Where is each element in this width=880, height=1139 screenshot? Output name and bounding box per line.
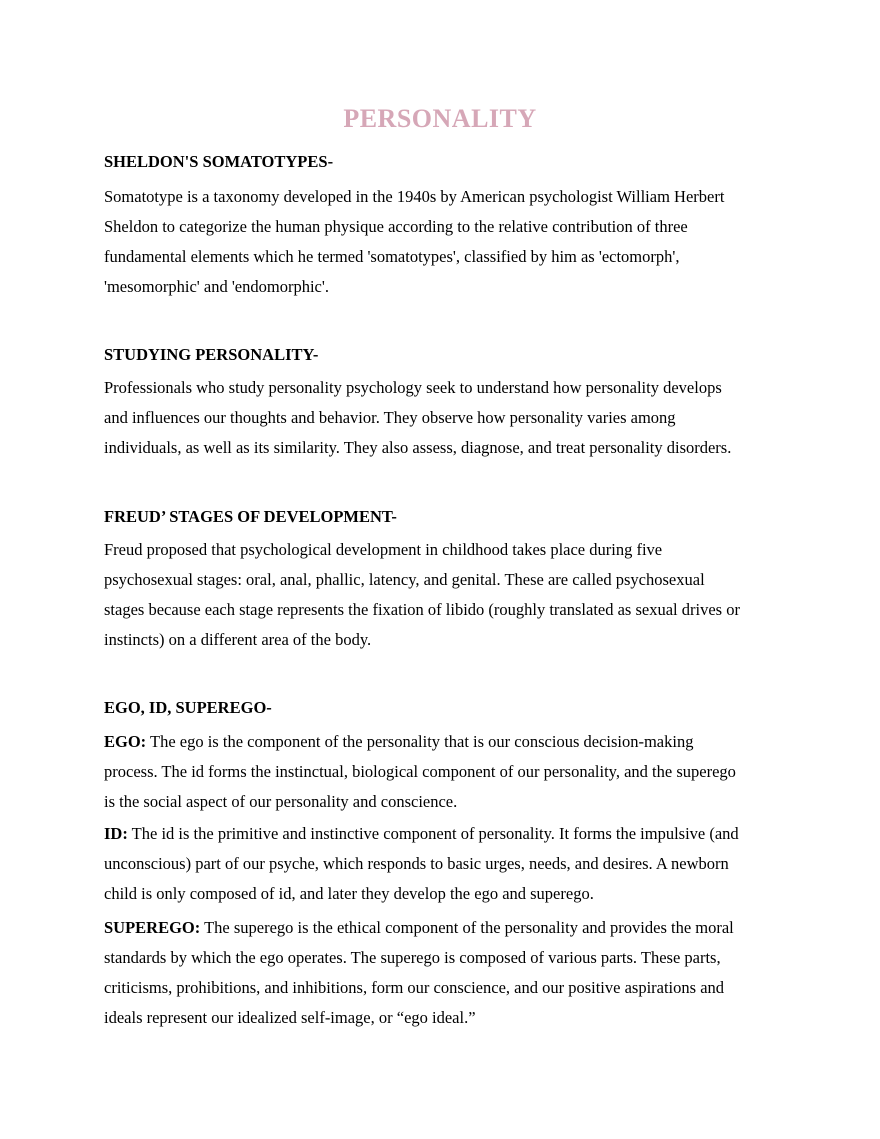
ego-paragraph — [104, 727, 804, 817]
paragraph-line: Professionals who study personality psychology seek to understand how personality develops — [104, 378, 722, 397]
ego-label: EGO: — [104, 732, 147, 751]
paragraph-line: stages because each stage represents the fixation of libido (roughly translated as sexual drives or — [104, 600, 740, 619]
paragraph-line: individuals, as well as its similarity. They also assess, diagnose, and treat personality disorders. — [104, 438, 732, 457]
paragraph-line: fundamental elements which he termed 'somatotypes', classified by him as 'ectomorph', — [104, 247, 680, 266]
section-ego-id-superego — [104, 693, 804, 1033]
paragraph-line: standards by which the ego operates. The superego is composed of various parts. These parts, — [104, 948, 721, 967]
paragraph-line: is the social aspect of our personality and conscience. — [104, 792, 458, 811]
paragraph-line: psychosexual stages: oral, anal, phallic, latency, and genital. These are called psychosexual — [104, 570, 705, 589]
id-paragraph — [104, 819, 804, 909]
paragraph-line: The ego is the component of the personality that is our conscious decision-making — [146, 732, 694, 751]
id-label: ID: — [104, 824, 128, 843]
superego-paragraph — [104, 913, 804, 1033]
section-freud — [104, 502, 804, 655]
paragraph-line: The superego is the ethical component of the personality and provides the moral — [200, 918, 734, 937]
paragraph-line: criticisms, prohibitions, and inhibitions, form our conscience, and our positive aspirations and — [104, 978, 725, 997]
superego-label: SUPEREGO: — [104, 918, 201, 937]
paragraph-line: The id is the primitive and instinctive component of personality. It forms the impulsive (and — [127, 824, 739, 843]
page-title: PERSONALITY — [343, 104, 537, 133]
paragraph-line: instincts) on a different area of the body. — [104, 630, 372, 649]
paragraph-line: child is only composed of id, and later they develop the ego and superego. — [104, 884, 594, 903]
paragraph-line: Somatotype is a taxonomy developed in the 1940s by American psychologist William Herbert — [104, 187, 725, 206]
paragraph-line: Freud proposed that psychological development in childhood takes place during five — [104, 540, 663, 559]
paragraph-line: Sheldon to categorize the human physique according to the relative contribution of three — [104, 217, 688, 236]
paragraph-line: ideals represent our idealized self-image, or “ego ideal.” — [104, 1008, 476, 1027]
section-sheldon — [104, 147, 804, 302]
section-heading: FREUD’ STAGES OF DEVELOPMENT- — [104, 507, 397, 526]
paragraph-line: process. The id forms the instinctual, biological component of our personality, and the superego — [104, 762, 736, 781]
section-heading: EGO, ID, SUPEREGO- — [104, 698, 272, 717]
paragraph-line: unconscious) part of our psyche, which responds to basic urges, needs, and desires. A newborn — [104, 854, 729, 873]
paragraph-line: 'mesomorphic' and 'endomorphic'. — [104, 277, 329, 296]
section-heading: STUDYING PERSONALITY- — [104, 345, 319, 364]
section-studying — [104, 340, 804, 463]
section-heading: SHELDON'S SOMATOTYPES- — [104, 152, 334, 171]
paragraph-line: and influences our thoughts and behavior. They observe how personality varies among — [104, 408, 676, 427]
